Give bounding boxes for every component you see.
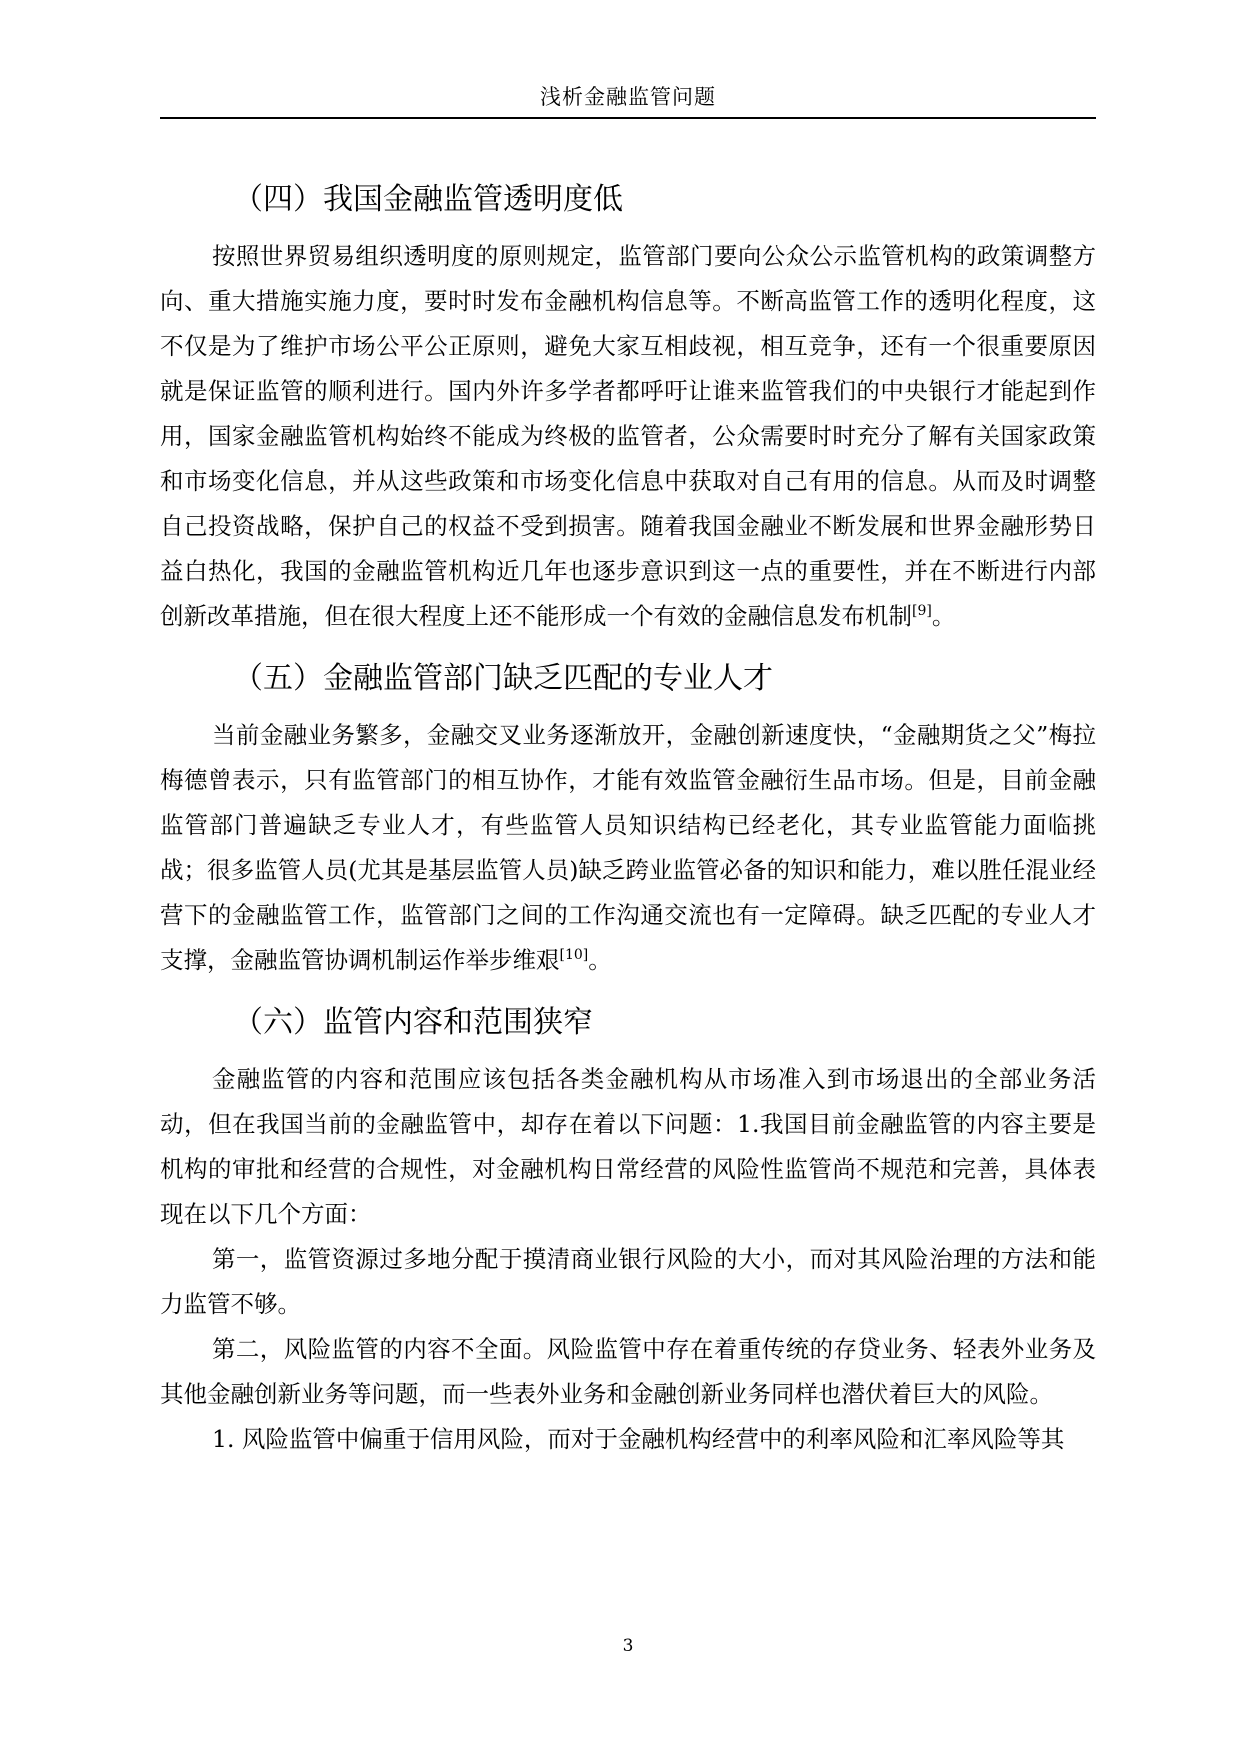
paragraph-text: 金融监管的内容和范围应该包括各类金融机构从市场准入到市场退出的全部业务活动，但在我国当前的金融监管中，却存在着以下问题：1.我国目前金融监管的内容主要是机构的审批和经营的合规性，对金融机构日常经营的风险性监管尚不规范和完善，具体表现在以下几个方面： [160,1065,1096,1228]
citation-mark: [9] [912,603,932,620]
section-heading-5: （五）金融监管部门缺乏匹配的专业人才 [233,661,773,696]
citation-mark: [10] [559,947,589,964]
paragraph-text: 第二，风险监管的内容不全面。风险监管中存在着重传统的存贷业务、轻表外业务及其他金融创新业务等问题，而一些表外业务和金融创新业务同样也潜伏着巨大的风险。 [160,1335,1096,1408]
paragraph-text: 按照世界贸易组织透明度的原则规定，监管部门要向公众公示监管机构的政策调整方向、重大措施实施力度，要时时发布金融机构信息等。不断高监管工作的透明化程度，这不仅是为了维护市场公平公正原则，避免大家互相歧视，相互竞争，还有一个很重要原因就是保证监管的顺利进行。国内外许多学者都呼吁让谁来监管我们的中央银行才能起到作用，国家金融监管机构始终不能成为终极的监管者，公众需要时时充分了解有关国家政策和市场变化信息，并从这些政策和市场变化信息中获取对自己有用的信息。从而及时调整自己投资战略，保护自己的权益不受到损害。随着我国金融业不断发展和世界金融形势日益白热化，我国的金融监管机构近几年也逐步意识到这一点的重要性，并在不断进行内部创新改革措施，但在很大程度上还不能形成一个有效的金融信息发布机制 [160,242,1096,630]
paragraph [160,234,1096,639]
paragraph-text: 当前金融业务繁多，金融交叉业务逐渐放开，金融创新速度快，“金融期货之父”梅拉梅德曾表示，只有监管部门的相互协作，才能有效监管金融衍生品市场。但是，目前金融监管部门普遍缺乏专业人才，有些监管人员知识结构已经老化，其专业监管能力面临挑战；很多监管人员(尤其是基层监管人员)缺乏跨业监管必备的知识和能力，难以胜任混业经营下的金融监管工作，监管部门之间的工作沟通交流也有一定障碍。缺乏匹配的专业人才支撑，金融监管协调机制运作举步维艰 [160,721,1096,974]
paragraph [160,1327,1096,1417]
running-header: 浅析金融监管问题 [540,85,716,109]
header-rule [160,117,1096,119]
paragraph [160,713,1096,983]
paragraph [160,1417,1096,1462]
paragraph [160,1237,1096,1327]
paragraph-end: 。 [588,946,612,974]
paragraph [160,1057,1096,1237]
page-number: 3 [622,1636,634,1656]
section-heading-6: （六）监管内容和范围狭窄 [233,1005,593,1040]
section-heading-4: （四）我国金融监管透明度低 [233,182,623,217]
page-content [160,170,1096,1462]
paragraph-text: 1. 风险监管中偏重于信用风险，而对于金融机构经营中的利率风险和汇率风险等其 [212,1425,1065,1453]
paragraph-text: 第一，监管资源过多地分配于摸清商业银行风险的大小，而对其风险治理的方法和能力监管不够。 [160,1245,1096,1318]
paragraph-end: 。 [931,602,956,630]
